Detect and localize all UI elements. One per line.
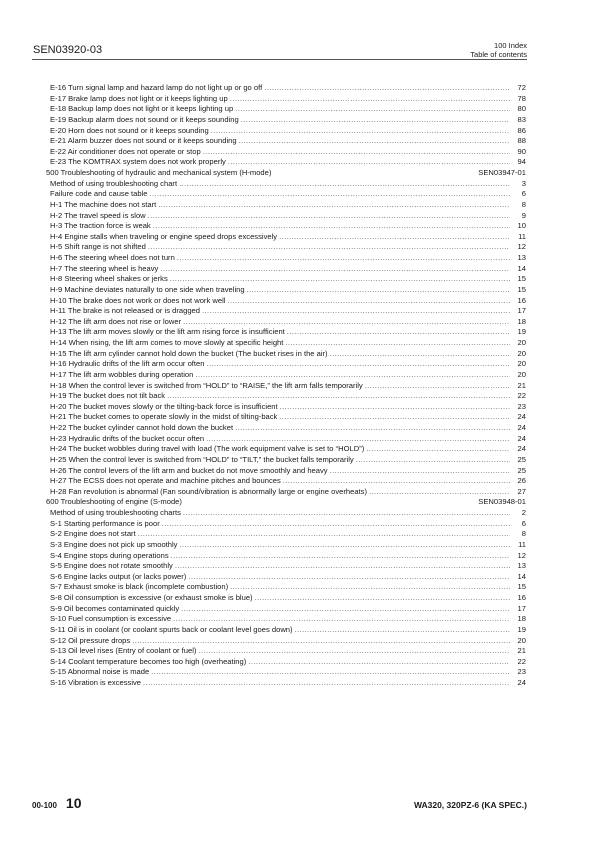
entry-title: H-28 Fan revolution is abnormal (Fan sound/vibration is abnormally large or engine overheats) xyxy=(50,486,367,496)
dot-leader xyxy=(369,487,510,498)
section-title: 500 Troubleshooting of hydraulic and mechanical system (H-mode) xyxy=(46,168,272,177)
toc-entry[interactable] xyxy=(50,434,526,445)
entry-title: S-15 Abnormal noise is made xyxy=(50,667,150,677)
entry-title: S-3 Engine does not pick up smoothly xyxy=(50,539,178,549)
entry-title: Method of using troubleshooting charts xyxy=(50,508,181,517)
entry-title: E-23 The KOMTRAX system does not work properly xyxy=(50,157,226,167)
toc-entry[interactable] xyxy=(50,466,526,477)
entry-title: H-11 The brake is not released or is dragged xyxy=(50,306,200,316)
dot-leader xyxy=(160,264,510,275)
toc-entry[interactable] xyxy=(50,667,526,678)
toc-entry[interactable] xyxy=(50,274,526,285)
dot-leader xyxy=(151,667,510,678)
toc-section-heading[interactable] xyxy=(46,497,526,508)
dot-leader xyxy=(171,551,510,562)
dot-leader xyxy=(279,412,510,423)
toc-entry[interactable] xyxy=(50,508,526,519)
entry-title: H-12 The lift arm does not rise or lower xyxy=(50,316,182,326)
entry-title: H-27 The ECSS does not operate and machine pitches and bounces xyxy=(50,476,281,486)
toc-entry[interactable] xyxy=(50,232,526,243)
entry-page-number: 20 xyxy=(517,338,526,347)
entry-page-number: 15 xyxy=(517,274,526,284)
entry-title: S-9 Oil becomes contaminated quickly xyxy=(50,603,180,613)
entry-title: H-14 When rising, the lift arm comes to move slowly at specific height xyxy=(50,338,284,347)
entry-page-number: 10 xyxy=(517,221,526,231)
entry-title: H-8 Steering wheel shakes or jerks xyxy=(50,274,168,284)
dot-leader xyxy=(173,614,510,625)
section-doc-code: SEN03948-01 xyxy=(478,497,526,507)
dot-leader xyxy=(177,253,510,264)
dot-leader xyxy=(248,657,510,668)
entry-page-number: 21 xyxy=(517,646,526,656)
toc-entry[interactable] xyxy=(50,104,526,115)
entry-title: S-8 Oil consumption is excessive (or exhaust smoke is blue) xyxy=(50,593,253,602)
toc-entry[interactable] xyxy=(50,593,526,604)
entry-title: Failure code and cause table xyxy=(50,189,148,199)
toc-entry[interactable] xyxy=(50,636,526,647)
toc-entry[interactable] xyxy=(50,646,526,657)
entry-title: S-16 Vibration is excessive xyxy=(50,678,142,687)
entry-title: E-17 Brake lamp does not light or it keeps lighting up xyxy=(50,93,228,103)
dot-leader xyxy=(264,83,510,94)
dot-leader xyxy=(356,455,510,466)
dot-leader xyxy=(230,582,510,593)
entry-page-number: 16 xyxy=(517,295,526,305)
entry-page-number: 20 xyxy=(517,348,526,358)
header-right xyxy=(470,41,527,59)
entry-title: H-21 The bucket comes to operate slowly in the midst of tilting-back xyxy=(50,412,278,422)
dot-leader xyxy=(255,593,510,604)
dot-leader xyxy=(227,296,510,307)
toc-entry[interactable] xyxy=(50,614,526,625)
toc-entry[interactable] xyxy=(50,678,526,689)
dot-leader xyxy=(230,94,510,105)
entry-title: H-1 The machine does not start xyxy=(50,199,157,209)
entry-page-number: 20 xyxy=(517,359,526,369)
entry-page-number: 83 xyxy=(517,114,526,124)
dot-leader xyxy=(235,423,510,434)
entry-page-number: 94 xyxy=(517,157,526,167)
entry-title: H-13 The lift arm moves slowly or the lift arm rising force is insufficient xyxy=(50,327,285,337)
dot-leader xyxy=(158,200,510,211)
entry-title: H-15 The lift arm cylinder cannot hold down the bucket (The bucket rises in the air) xyxy=(50,348,328,358)
entry-title: S-13 Oil level rises (Entry of coolant or fuel) xyxy=(50,646,197,656)
toc-entry[interactable] xyxy=(50,476,526,487)
entry-page-number: 15 xyxy=(517,582,526,592)
entry-page-number: 27 xyxy=(517,486,526,496)
table-of-contents xyxy=(46,83,526,689)
entry-page-number: 24 xyxy=(517,423,526,432)
entry-page-number: 20 xyxy=(517,369,526,379)
entry-page-number: 14 xyxy=(517,263,526,273)
entry-title: H-6 The steering wheel does not turn xyxy=(50,253,175,262)
entry-title: S-4 Engine stops during operations xyxy=(50,550,169,560)
entry-title: H-22 The bucket cylinder cannot hold down the bucket xyxy=(50,423,234,432)
dot-leader xyxy=(179,179,510,190)
entry-title: S-2 Engine does not start xyxy=(50,529,136,539)
toc-entry[interactable] xyxy=(50,572,526,583)
entry-page-number: 24 xyxy=(517,412,526,422)
dot-leader xyxy=(183,317,510,328)
toc-entry[interactable] xyxy=(50,561,526,572)
dot-leader xyxy=(287,327,510,338)
entry-title: E-16 Turn signal lamp and hazard lamp do not light up or go off xyxy=(50,83,263,92)
entry-page-number: 22 xyxy=(517,391,526,401)
dot-leader xyxy=(247,285,510,296)
entry-page-number: 23 xyxy=(517,667,526,677)
dot-leader xyxy=(138,529,510,540)
dot-leader xyxy=(330,466,510,477)
dot-leader xyxy=(143,678,510,689)
entry-title: S-11 Oil is in coolant (or coolant spurts back or coolant level goes down) xyxy=(50,624,293,634)
toc-entry[interactable] xyxy=(50,551,526,562)
entry-title: H-25 When the control lever is switched from “HOLD” to “TILT,” the bucket falls temporarily xyxy=(50,454,354,464)
toc-entry[interactable] xyxy=(50,211,526,222)
entry-page-number: 11 xyxy=(518,231,526,241)
dot-leader xyxy=(241,115,510,126)
toc-entry[interactable] xyxy=(50,126,526,137)
toc-entry[interactable] xyxy=(50,487,526,498)
dot-leader xyxy=(285,338,510,349)
footer-page-number: 10 xyxy=(65,795,82,811)
entry-title: H-26 The control levers of the lift arm and bucket do not move smoothly and heavy xyxy=(50,465,328,475)
toc-entry[interactable] xyxy=(50,402,526,413)
index-label: 100 Index xyxy=(494,41,527,50)
dot-leader xyxy=(132,636,510,647)
entry-title: S-12 Oil pressure drops xyxy=(50,635,131,645)
toc-entry[interactable] xyxy=(50,455,526,466)
entry-title: H-5 Shift range is not shifted xyxy=(50,242,146,252)
dot-leader xyxy=(148,242,510,253)
dot-leader xyxy=(202,306,510,317)
entry-title: H-19 The bucket does not tilt back xyxy=(50,391,166,401)
dot-leader xyxy=(211,126,510,137)
entry-title: E-18 Backup lamp does not light or it keeps lighting up xyxy=(50,104,234,114)
dot-leader xyxy=(295,625,510,636)
entry-title: H-10 The brake does not work or does not work well xyxy=(50,295,226,305)
entry-page-number: 25 xyxy=(517,465,526,475)
toc-entry[interactable] xyxy=(50,370,526,381)
entry-title: H-2 The travel speed is slow xyxy=(50,210,146,220)
entry-page-number: 11 xyxy=(518,539,526,549)
dot-leader xyxy=(167,391,510,402)
contents-label: Table of contents xyxy=(470,50,527,59)
entry-title: H-17 The lift arm wobbles during operation xyxy=(50,369,194,379)
section-doc-code: SEN03947-01 xyxy=(478,168,526,177)
page-footer xyxy=(32,795,527,811)
dot-leader xyxy=(195,370,510,381)
entry-page-number: 6 xyxy=(521,189,526,199)
entry-title: H-18 When the control lever is switched from “HOLD” to “RAISE,” the lift arm falls temporarily xyxy=(50,380,363,390)
toc-entry[interactable] xyxy=(50,349,526,360)
entry-page-number: 26 xyxy=(517,476,526,486)
entry-title: E-21 Alarm buzzer does not sound or it keeps sounding xyxy=(50,136,237,146)
entry-title: H-3 The traction force is weak xyxy=(50,221,151,231)
entry-page-number: 24 xyxy=(517,678,526,687)
toc-entry[interactable] xyxy=(50,253,526,264)
dot-leader xyxy=(283,476,510,487)
entry-title: S-14 Coolant temperature becomes too high (overheating) xyxy=(50,656,247,666)
entry-title: S-1 Starting performance is poor xyxy=(50,518,160,528)
dot-leader xyxy=(179,540,510,551)
dot-leader xyxy=(175,561,510,572)
toc-entry[interactable] xyxy=(50,157,526,168)
toc-entry[interactable] xyxy=(50,338,526,349)
dot-leader xyxy=(188,572,510,583)
entry-page-number: 22 xyxy=(517,656,526,666)
toc-entry[interactable] xyxy=(50,285,526,296)
toc-entry[interactable] xyxy=(50,327,526,338)
entry-page-number: 25 xyxy=(517,454,526,464)
entry-page-number: 17 xyxy=(517,306,526,316)
entry-title: S-5 Engine does not rotate smoothly xyxy=(50,561,173,571)
toc-entry[interactable] xyxy=(50,423,526,434)
dot-leader xyxy=(162,519,510,530)
entry-title: S-7 Exhaust smoke is black (incomplete combustion) xyxy=(50,582,229,592)
toc-entry[interactable] xyxy=(50,444,526,455)
toc-entry[interactable] xyxy=(50,381,526,392)
toc-entry[interactable] xyxy=(50,115,526,126)
dot-leader xyxy=(181,604,510,615)
entry-page-number: 80 xyxy=(517,104,526,114)
entry-page-number: 2 xyxy=(521,508,526,517)
dot-leader xyxy=(203,147,510,158)
dot-leader xyxy=(170,274,510,285)
toc-entry[interactable] xyxy=(50,147,526,158)
entry-page-number: 9 xyxy=(521,210,526,220)
entry-page-number: 78 xyxy=(517,93,526,103)
entry-title: Method of using troubleshooting chart xyxy=(50,178,178,188)
toc-entry[interactable] xyxy=(50,317,526,328)
entry-title: E-20 Horn does not sound or it keeps sounding xyxy=(50,125,209,135)
entry-page-number: 24 xyxy=(517,433,526,443)
dot-leader xyxy=(279,232,510,243)
entry-page-number: 18 xyxy=(517,316,526,326)
toc-entry[interactable] xyxy=(50,83,526,94)
toc-entry[interactable] xyxy=(50,306,526,317)
entry-page-number: 72 xyxy=(517,83,526,92)
dot-leader xyxy=(206,359,510,370)
entry-page-number: 12 xyxy=(517,242,526,252)
entry-title: H-23 Hydraulic drifts of the bucket occur often xyxy=(50,433,205,443)
entry-page-number: 12 xyxy=(517,550,526,560)
dot-leader xyxy=(198,646,510,657)
entry-title: H-24 The bucket wobbles during travel with load (The work equipment valve is set to “HOLD”) xyxy=(50,444,365,454)
section-title: 600 Troubleshooting of engine (S-mode) xyxy=(46,497,182,507)
entry-page-number: 16 xyxy=(517,593,526,602)
toc-entry[interactable] xyxy=(50,179,526,190)
toc-entry[interactable] xyxy=(50,625,526,636)
entry-title: H-9 Machine deviates naturally to one side when traveling xyxy=(50,284,245,294)
toc-entry[interactable] xyxy=(50,529,526,540)
entry-page-number: 21 xyxy=(517,380,526,390)
entry-page-number: 88 xyxy=(517,136,526,146)
entry-page-number: 90 xyxy=(517,146,526,156)
entry-title: S-10 Fuel consumption is excessive xyxy=(50,614,172,624)
dot-leader xyxy=(235,104,510,115)
toc-entry[interactable] xyxy=(50,582,526,593)
entry-page-number: 13 xyxy=(517,253,526,262)
dot-leader xyxy=(280,402,510,413)
toc-entry[interactable] xyxy=(50,540,526,551)
entry-page-number: 24 xyxy=(517,444,526,454)
dot-leader xyxy=(366,444,510,455)
entry-page-number: 17 xyxy=(517,603,526,613)
entry-page-number: 23 xyxy=(517,401,526,411)
dot-leader xyxy=(206,434,510,445)
toc-entry[interactable] xyxy=(50,264,526,275)
toc-entry[interactable] xyxy=(50,296,526,307)
entry-page-number: 18 xyxy=(517,614,526,624)
entry-page-number: 15 xyxy=(517,284,526,294)
footer-code: 00-100 xyxy=(32,801,57,810)
entry-page-number: 13 xyxy=(517,561,526,571)
dot-leader xyxy=(150,189,510,200)
toc-entry[interactable] xyxy=(50,519,526,530)
entry-page-number: 19 xyxy=(517,624,526,634)
doc-code: SEN03920-03 xyxy=(33,44,103,56)
dot-leader xyxy=(183,508,510,519)
toc-entry[interactable] xyxy=(50,189,526,200)
entry-title: H-20 The bucket moves slowly or the tilting-back force is insufficient xyxy=(50,401,278,411)
entry-title: H-16 Hydraulic drifts of the lift arm occur often xyxy=(50,359,205,369)
toc-entry[interactable] xyxy=(50,359,526,370)
toc-entry[interactable] xyxy=(50,604,526,615)
footer-model: WA320, 320PZ-6 (KA SPEC.) xyxy=(413,800,527,810)
toc-entry[interactable] xyxy=(50,657,526,668)
toc-section-heading[interactable] xyxy=(46,168,526,179)
toc-entry[interactable] xyxy=(50,391,526,402)
entry-page-number: 86 xyxy=(517,125,526,135)
entry-title: H-7 The steering wheel is heavy xyxy=(50,263,159,273)
toc-entry[interactable] xyxy=(50,94,526,105)
entry-page-number: 6 xyxy=(521,518,526,528)
entry-page-number: 3 xyxy=(521,178,526,188)
toc-entry[interactable] xyxy=(50,412,526,423)
header-rule xyxy=(32,59,527,60)
dot-leader xyxy=(148,211,510,222)
entry-page-number: 8 xyxy=(521,529,526,539)
entry-title: E-19 Backup alarm does not sound or it keeps sounding xyxy=(50,114,239,124)
toc-entry[interactable] xyxy=(50,221,526,232)
dot-leader xyxy=(239,136,510,147)
entry-page-number: 19 xyxy=(517,327,526,337)
toc-entry[interactable] xyxy=(50,242,526,253)
dot-leader xyxy=(330,349,510,360)
dot-leader xyxy=(153,221,510,232)
entry-title: E-22 Air conditioner does not operate or stop xyxy=(50,146,201,156)
dot-leader xyxy=(228,157,510,168)
toc-entry[interactable] xyxy=(50,136,526,147)
toc-entry[interactable] xyxy=(50,200,526,211)
entry-page-number: 8 xyxy=(521,199,526,209)
entry-title: S-6 Engine lacks output (or lacks power) xyxy=(50,571,187,581)
entry-page-number: 20 xyxy=(517,635,526,645)
dot-leader xyxy=(365,381,510,392)
entry-page-number: 14 xyxy=(517,571,526,581)
entry-title: H-4 Engine stalls when traveling or engine speed drops excessively xyxy=(50,231,278,241)
